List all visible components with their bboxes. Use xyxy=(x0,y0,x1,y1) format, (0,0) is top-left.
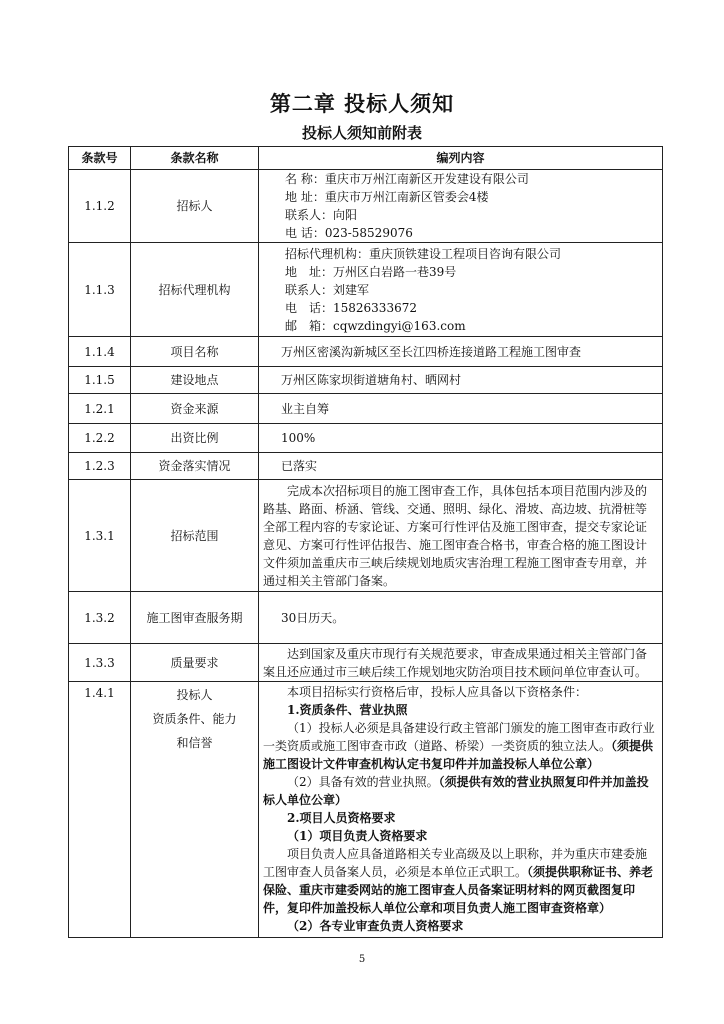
table-row xyxy=(69,367,663,394)
table-row xyxy=(69,337,663,367)
clause-content: 万州区陈家坝街道塘角村、晒网村 xyxy=(259,367,663,394)
clause-content: 万州区密溪沟新城区至长江四桥连接道路工程施工图审查 xyxy=(259,337,663,367)
clause-no: 1.1.4 xyxy=(69,337,131,367)
clause-no: 1.2.2 xyxy=(69,424,131,453)
clause-no: 1.1.2 xyxy=(69,170,131,243)
subsection-heading: （1）项目负责人资格要求 xyxy=(287,829,428,843)
clause-content xyxy=(259,480,663,592)
clause-name: 质量要求 xyxy=(131,644,259,682)
clause-content xyxy=(259,243,663,337)
clause-name xyxy=(131,682,259,938)
clause-content: 业主自筹 xyxy=(259,394,663,424)
tenderee-phone: 电 话：023-58529076 xyxy=(285,226,413,240)
table-row xyxy=(69,480,663,592)
clause-name: 建设地点 xyxy=(131,367,259,394)
requirement-text: （1）投标人必须是具备建设行政主管部门颁发的施工图审查市政行业一类资质或施工图审查市政（道路、桥梁）一类资质的独立法人。 xyxy=(263,721,655,753)
table-row xyxy=(69,682,663,938)
header-clause-no: 条款号 xyxy=(69,147,131,170)
agency-address: 地 址：万州区白岩路一巷39号 xyxy=(285,264,457,279)
table-row xyxy=(69,592,663,644)
clause-no: 1.4.1 xyxy=(69,682,131,938)
clause-name: 招标人 xyxy=(131,170,259,243)
table-row xyxy=(69,453,663,480)
clause-name-line: 和信誉 xyxy=(176,736,213,750)
requirement-note: （须提供有效的营业执照复印件并加盖投标人单位公章） xyxy=(263,775,649,807)
bidder-notice-table xyxy=(68,146,663,938)
table-row xyxy=(69,243,663,337)
clause-content: 100% xyxy=(259,424,663,453)
clause-content: 30日历天。 xyxy=(259,592,663,644)
clause-name: 项目名称 xyxy=(131,337,259,367)
qualification-intro: 本项目招标实行资格后审，投标人应具备以下资格条件： xyxy=(287,685,588,699)
table-header-row xyxy=(69,147,663,170)
clause-name: 出资比例 xyxy=(131,424,259,453)
clause-content xyxy=(259,170,663,243)
scope-paragraph: 完成本次招标项目的施工图审查工作，具体包括本项目范围内涉及的路基、路面、桥涵、管线、交通、照明、绿化、滑坡、高边坡、抗滑桩等全部工程内容的专家论证、方案可行性评估及施工图审查，提交专家论证意见、方案可行性评估报告、施工图审查合格书，审查合格的施工图设计文件须加盖重庆市三峡后续规划地质灾害治理工程施工图审查专用章，并通过相关主管部门备案。 xyxy=(263,483,648,588)
qualification-paragraph xyxy=(263,845,658,917)
clause-no: 1.3.1 xyxy=(69,480,131,592)
requirement-note: （须提供施工图设计文件审查机构认定书复印件并加盖投标人单位公章） xyxy=(263,739,654,771)
clause-no: 1.2.1 xyxy=(69,394,131,424)
tenderee-contact: 联系人：向阳 xyxy=(285,208,358,222)
qualification-paragraph xyxy=(263,773,658,809)
clause-content xyxy=(259,682,663,938)
agency-contact: 联系人：刘建军 xyxy=(285,282,370,297)
qualification-paragraph xyxy=(263,719,658,773)
section-heading: 1.资质条件、营业执照 xyxy=(287,703,408,717)
clause-no: 1.3.3 xyxy=(69,644,131,682)
page-number: 5 xyxy=(358,954,366,965)
clause-name-line: 投标人 xyxy=(176,688,213,702)
clause-no: 1.1.5 xyxy=(69,367,131,394)
clause-name: 招标代理机构 xyxy=(131,243,259,337)
clause-no: 1.1.3 xyxy=(69,243,131,337)
table-row xyxy=(69,644,663,682)
clause-no: 1.2.3 xyxy=(69,453,131,480)
quality-paragraph: 达到国家及重庆市现行有关规范要求，审查成果通过相关主管部门备案且还应通过市三峡后续工作规划地灾防治项目技术顾问单位审查认可。 xyxy=(263,646,648,679)
tenderee-name: 名 称：重庆市万州江南新区开发建设有限公司 xyxy=(285,172,529,186)
header-content: 编列内容 xyxy=(259,147,663,170)
requirement-text: （2）具备有效的营业执照。 xyxy=(287,775,439,789)
table-title: 投标人须知前附表 xyxy=(301,124,422,142)
agency-name: 招标代理机构：重庆顶铁建设工程项目咨询有限公司 xyxy=(285,246,562,261)
requirement-text: 项目负责人应具备道路相关专业高级及以上职称，并为重庆市建委施工图审查人员备案人员，必须是本单位正式职工。 xyxy=(263,847,648,879)
header-clause-name: 条款名称 xyxy=(131,147,259,170)
agency-phone: 电 话：15826333672 xyxy=(285,300,417,315)
tenderee-address: 地 址：重庆市万州江南新区管委会4楼 xyxy=(285,190,489,204)
clause-name-line: 资质条件、能力 xyxy=(152,712,237,726)
table-row xyxy=(69,394,663,424)
requirement-note: （须提供职称证书、养老保险、重庆市建委网站的施工图审查人员备案证明材料的网页截图复印件，复印件加盖投标人单位公章和项目负责人施工图审查资格章） xyxy=(263,865,654,915)
chapter-title: 第二章 投标人须知 xyxy=(269,92,455,116)
clause-name: 资金落实情况 xyxy=(131,453,259,480)
table-row xyxy=(69,424,663,453)
clause-content xyxy=(259,644,663,682)
section-heading: 2.项目人员资格要求 xyxy=(287,811,396,825)
subsection-heading: （2）各专业审查负责人资格要求 xyxy=(287,919,464,933)
agency-email: 邮 箱：cqwzdingyi@163.com xyxy=(285,318,466,333)
clause-no: 1.3.2 xyxy=(69,592,131,644)
clause-name: 招标范围 xyxy=(131,480,259,592)
clause-name: 资金来源 xyxy=(131,394,259,424)
clause-name: 施工图审查服务期 xyxy=(131,592,259,644)
table-row xyxy=(69,170,663,243)
clause-content: 已落实 xyxy=(259,453,663,480)
